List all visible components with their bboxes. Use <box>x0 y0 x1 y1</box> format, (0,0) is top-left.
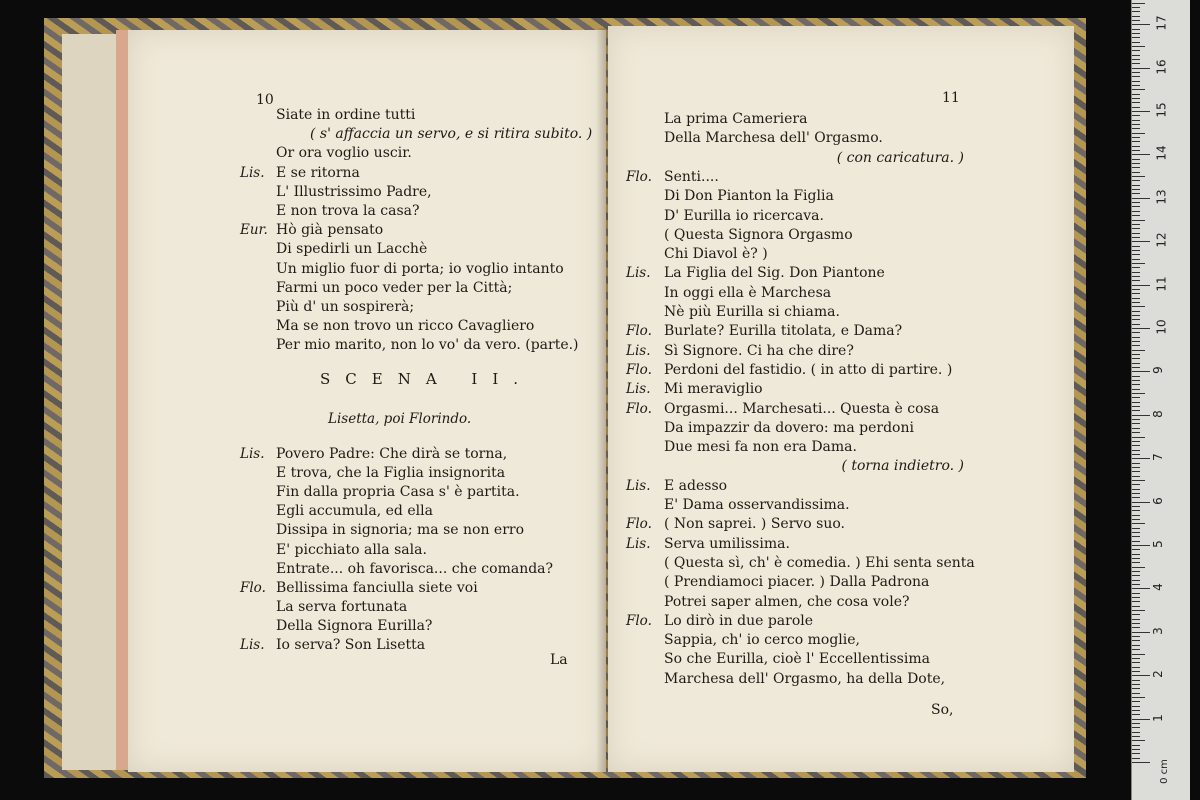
ruler-tick <box>1132 658 1140 659</box>
ruler-tick <box>1132 593 1140 594</box>
ruler-tick <box>1132 558 1140 559</box>
ruler-tick <box>1132 562 1140 563</box>
ruler-tick <box>1132 619 1140 620</box>
ruler-tick <box>1132 246 1140 247</box>
text-line: Lo dirò in due parole <box>664 612 814 629</box>
ruler-tick <box>1132 428 1140 429</box>
ruler-number: 3 <box>1150 626 1165 635</box>
text-line: Di Don Pianton la Figlia <box>664 188 834 205</box>
ruler-number: 17 <box>1154 15 1169 31</box>
ruler-tick <box>1132 549 1140 550</box>
speaker-label: Lis. <box>626 535 651 552</box>
text-line: Or ora voglio uscir. <box>276 145 412 162</box>
text-line: Potrei saper almen, che cosa vole? <box>664 593 910 610</box>
ruler-tick <box>1132 532 1140 533</box>
ruler-tick <box>1132 324 1140 325</box>
speaker-label: Lis. <box>240 637 265 653</box>
ruler-number: 16 <box>1154 58 1169 75</box>
ruler-tick <box>1132 154 1150 155</box>
ruler-tick <box>1132 384 1140 385</box>
ruler-tick <box>1132 571 1140 572</box>
ruler-tick <box>1132 601 1140 602</box>
ruler-tick <box>1132 714 1140 715</box>
speaker-label: Lis. <box>626 381 651 398</box>
ruler-number: 13 <box>1154 189 1169 205</box>
ruler-tick <box>1132 137 1140 138</box>
ruler-tick <box>1132 254 1140 255</box>
ruler-tick <box>1132 298 1140 299</box>
speaker-label: Flo. <box>626 361 652 378</box>
text-line: ( s' affaccia un servo, e si ritira subito. ) <box>310 126 593 143</box>
ruler-tick <box>1132 354 1140 355</box>
ruler-tick <box>1132 497 1140 498</box>
ruler-tick <box>1132 667 1140 668</box>
text-line: Egli accumula, ed ella <box>276 503 433 520</box>
ruler-tick <box>1132 740 1145 741</box>
ruler-tick <box>1132 267 1140 268</box>
ruler-tick <box>1132 584 1140 585</box>
text-line: La serva fortunata <box>276 598 408 615</box>
text-line: In oggi ella è Marchesa <box>664 284 832 301</box>
ruler-tick <box>1132 311 1140 312</box>
ruler-tick <box>1132 141 1140 142</box>
text-line: Farmi un poco veder per la Città; <box>276 279 513 296</box>
ruler-tick <box>1132 215 1140 216</box>
text-line: Siate in ordine tutti <box>276 107 416 123</box>
text-line: La prima Cameriera <box>664 111 808 127</box>
ruler-tick <box>1132 146 1140 147</box>
ruler-tick <box>1132 220 1145 221</box>
ruler-tick <box>1132 445 1140 446</box>
ruler-number: 12 <box>1154 232 1169 248</box>
ruler-tick <box>1132 623 1140 624</box>
text-line: Di spedirli un Lacchè <box>276 241 428 258</box>
ruler-tick <box>1132 606 1140 607</box>
ruler-tick <box>1132 50 1140 51</box>
ruler-tick <box>1132 636 1140 637</box>
text-line: Chi Diavol è? ) <box>664 246 768 263</box>
text-line: Da impazzir da dovero: ma perdoni <box>664 419 914 436</box>
ruler-tick <box>1132 402 1140 403</box>
ruler-tick <box>1132 376 1140 377</box>
ruler-tick <box>1132 293 1140 294</box>
ruler-tick <box>1132 76 1140 77</box>
ruler-tick <box>1132 37 1140 38</box>
ruler-tick <box>1132 176 1145 177</box>
ruler-tick <box>1132 263 1145 264</box>
ruler-tick <box>1132 753 1140 754</box>
ruler-tick <box>1132 185 1140 186</box>
ruler-tick <box>1132 29 1140 30</box>
ruler-tick <box>1132 371 1150 372</box>
page-number-left: 10 <box>256 92 274 108</box>
ruler-number: 5 <box>1150 540 1165 548</box>
ruler-tick <box>1132 120 1140 121</box>
text-line: Per mio marito, non lo vo' da vero. (parte.) <box>276 337 579 354</box>
ruler-tick <box>1132 272 1140 273</box>
ruler-tick <box>1132 124 1140 125</box>
ruler-number: 4 <box>1150 583 1165 592</box>
ruler-number: 8 <box>1150 409 1165 418</box>
ruler-tick <box>1132 450 1140 451</box>
text-line: Io serva? Son Lisetta <box>276 637 426 653</box>
ruler-tick <box>1132 233 1140 234</box>
text-line: ( torna indietro. ) <box>841 458 964 475</box>
text-line: Più d' un sospirerà; <box>276 299 415 315</box>
text-line: L' Illustrissimo Padre, <box>276 183 432 200</box>
ruler-number: 9 <box>1150 366 1165 375</box>
ruler-tick <box>1132 545 1150 546</box>
ruler-tick <box>1132 167 1140 168</box>
text-line: E non trova la casa? <box>276 203 420 219</box>
text-line: So che Eurilla, cioè l' Eccellentissima <box>664 651 930 668</box>
ruler-tick <box>1132 328 1150 329</box>
ruler-tick <box>1132 397 1140 398</box>
ruler-tick <box>1132 306 1145 307</box>
text-line: E' Dama osservandissima. <box>664 497 850 513</box>
ruler-tick <box>1132 410 1140 411</box>
ruler-tick <box>1132 484 1140 485</box>
ruler-tick <box>1132 63 1140 64</box>
text-line: Della Marchesa dell' Orgasmo. <box>664 130 883 147</box>
ruler-tick <box>1132 224 1140 225</box>
ruler-tick <box>1132 502 1150 503</box>
ruler-tick <box>1132 128 1140 129</box>
text-line: Sì Signore. Ci ha che dire? <box>664 342 854 359</box>
ruler-tick <box>1132 159 1140 160</box>
ruler-tick <box>1132 640 1140 641</box>
text-line: Della Signora Eurilla? <box>276 617 433 634</box>
ruler-tick <box>1132 727 1140 728</box>
ruler-tick <box>1132 610 1145 611</box>
speaker-label: Lis. <box>626 342 651 359</box>
ruler-tick <box>1132 180 1140 181</box>
scena-heading: SCENA II. <box>320 370 534 388</box>
text-line: Sappia, ch' io cerco moglie, <box>664 632 860 649</box>
ruler-tick <box>1132 541 1140 542</box>
text-line: Entrate... oh favorisca... che comanda? <box>276 560 554 577</box>
ruler-tick <box>1132 588 1150 589</box>
speaker-label: Lis. <box>240 446 265 462</box>
ruler-tick <box>1132 662 1140 663</box>
ruler-tick <box>1132 671 1140 672</box>
ruler-tick <box>1132 111 1150 112</box>
ruler-tick <box>1132 458 1150 459</box>
catchword-right: So, <box>931 702 954 718</box>
speaker-label: Flo. <box>626 400 652 417</box>
ruler-tick <box>1132 42 1140 43</box>
ruler-tick <box>1132 107 1140 108</box>
ruler-tick <box>1132 285 1150 286</box>
ruler-tick <box>1132 211 1140 212</box>
speaker-label: Flo. <box>626 323 652 340</box>
ruler-tick <box>1132 3 1145 4</box>
ruler-tick <box>1132 33 1140 34</box>
ruler-tick <box>1132 259 1140 260</box>
text-line: Due mesi fa non era Dama. <box>664 439 857 456</box>
ruler-tick <box>1132 319 1140 320</box>
ruler-tick <box>1132 237 1140 238</box>
ruler-tick <box>1132 554 1140 555</box>
text-line: Marchesa dell' Orgasmo, ha della Dote, <box>664 670 946 687</box>
ruler-number: 6 <box>1150 496 1165 505</box>
text-line: Dissipa in signoria; ma se non erro <box>276 522 525 539</box>
ruler-tick <box>1132 363 1140 364</box>
scena-characters: Lisetta, poi Florindo. <box>328 411 472 427</box>
ruler-tick <box>1132 706 1140 707</box>
ruler-tick <box>1132 315 1140 316</box>
ruler-tick <box>1132 697 1145 698</box>
ruler-tick <box>1132 280 1140 281</box>
ruler-tick <box>1132 94 1140 95</box>
ruler-tick <box>1132 16 1140 17</box>
text-line: Bellissima fanciulla siete voi <box>276 579 478 596</box>
ruler-number: 1 <box>1150 713 1165 722</box>
ruler-tick <box>1132 649 1140 650</box>
ruler-tick <box>1132 7 1140 8</box>
ruler-number: 15 <box>1154 102 1169 118</box>
ruler-tick <box>1132 11 1140 12</box>
text-line: ( Prendiamoci piacer. ) Dalla Padrona <box>664 574 930 591</box>
ruler-tick <box>1132 480 1145 481</box>
text-line: ( Non saprei. ) Servo suo. <box>664 516 846 533</box>
speaker-label: Lis. <box>240 164 265 181</box>
text-line: Hò già pensato <box>276 222 384 239</box>
ruler-tick <box>1132 701 1140 702</box>
ruler-tick <box>1132 723 1140 724</box>
ruler-tick <box>1132 189 1140 190</box>
ruler-tick <box>1132 276 1140 277</box>
text-line: ( Questa Signora Orgasmo <box>664 226 853 243</box>
ruler-tick <box>1132 89 1145 90</box>
ruler-tick <box>1132 597 1140 598</box>
ruler-tick <box>1132 289 1140 290</box>
ruler-tick <box>1132 102 1140 103</box>
ruler-number: 14 <box>1154 145 1169 162</box>
ruler-tick <box>1132 202 1140 203</box>
text-line: Nè più Eurilla si chiama. <box>664 304 840 320</box>
speaker-label: Flo. <box>626 516 652 533</box>
ruler-tick <box>1132 580 1140 581</box>
ruler-tick <box>1132 81 1140 82</box>
ruler-tick <box>1132 68 1150 69</box>
ruler-tick <box>1132 632 1150 633</box>
text-line: ( Questa sì, ch' è comedia. ) Ehi senta senta <box>664 554 975 571</box>
ruler-tick <box>1132 419 1140 420</box>
ruler-tick <box>1132 133 1145 134</box>
text-line: ( con caricatura. ) <box>836 149 964 166</box>
text-line: Perdoni del fastidio. ( in atto di partire. ) <box>664 361 953 378</box>
ruler-tick <box>1132 441 1140 442</box>
ruler-tick <box>1132 575 1140 576</box>
ruler-tick <box>1132 115 1140 116</box>
ruler-tick <box>1132 437 1145 438</box>
text-line: E' picchiato alla sala. <box>276 541 427 558</box>
ruler-tick <box>1132 345 1140 346</box>
ruler-tick <box>1132 150 1140 151</box>
text-line: E adesso <box>664 477 728 494</box>
speaker-label: Eur. <box>240 222 268 239</box>
text-line: Orgasmi... Marchesati... Questa è cosa <box>664 400 940 417</box>
speaker-label: Flo. <box>626 612 652 629</box>
ruler-tick <box>1132 654 1145 655</box>
ruler-tick <box>1132 98 1140 99</box>
page-number-right: 11 <box>942 90 960 106</box>
ruler-tick <box>1132 645 1140 646</box>
ruler-tick <box>1132 358 1140 359</box>
ruler-tick <box>1132 506 1140 507</box>
ruler-tick <box>1132 332 1140 333</box>
ruler-tick <box>1132 367 1140 368</box>
catchword-left: La <box>550 652 568 668</box>
ruler-tick <box>1132 536 1140 537</box>
ruler-tick <box>1132 228 1140 229</box>
speaker-label: Lis. <box>626 265 651 282</box>
ruler-tick <box>1132 732 1140 733</box>
ruler-tick <box>1132 745 1140 746</box>
measurement-ruler <box>1131 0 1190 800</box>
text-line: E trova, che la Figlia insignorita <box>276 465 506 482</box>
ruler-number: 10 <box>1154 319 1169 335</box>
ruler-tick <box>1132 719 1150 720</box>
text-line: Senti.... <box>664 168 719 185</box>
ruler-tick <box>1132 172 1140 173</box>
ruler-tick <box>1132 250 1140 251</box>
ruler-tick <box>1132 758 1140 759</box>
ruler-tick <box>1132 523 1145 524</box>
ruler-tick <box>1132 24 1150 25</box>
ruler-tick <box>1132 432 1140 433</box>
ruler-tick <box>1132 710 1140 711</box>
ruler-tick <box>1132 688 1140 689</box>
text-line: Fin dalla propria Casa s' è partita. <box>276 484 520 501</box>
ruler-tick <box>1132 380 1140 381</box>
ruler-tick <box>1132 163 1140 164</box>
ruler-tick <box>1132 55 1140 56</box>
ruler-tick <box>1132 567 1145 568</box>
ruler-tick <box>1132 59 1140 60</box>
ruler-tick <box>1132 489 1140 490</box>
ruler-tick <box>1132 350 1145 351</box>
ruler-tick <box>1132 510 1140 511</box>
ruler-tick <box>1132 684 1140 685</box>
speaker-label: Flo. <box>626 168 652 185</box>
ruler-tick <box>1132 85 1140 86</box>
ruler-tick <box>1132 627 1140 628</box>
ruler-tick <box>1132 20 1140 21</box>
ruler-tick <box>1132 341 1140 342</box>
ruler-tick <box>1132 693 1140 694</box>
ruler-tick <box>1132 206 1140 207</box>
ruler-tick <box>1132 749 1140 750</box>
text-line: D' Eurilla io ricercava. <box>664 207 824 224</box>
text-line: Un miglio fuor di porta; io voglio intanto <box>276 260 564 277</box>
ruler-tick <box>1132 675 1150 676</box>
ruler-tick <box>1132 193 1140 194</box>
ruler-tick <box>1132 762 1150 763</box>
ruler-tick <box>1132 302 1140 303</box>
ruler-tick <box>1132 680 1140 681</box>
ruler-tick <box>1132 389 1140 390</box>
ruler-tick <box>1132 337 1140 338</box>
ruler-tick <box>1132 393 1145 394</box>
ruler-tick <box>1132 198 1150 199</box>
ruler-number: 11 <box>1154 275 1169 292</box>
ruler-tick <box>1132 528 1140 529</box>
ruler-unit: 0 cm <box>1158 759 1170 784</box>
text-line: Povero Padre: Che dirà se torna, <box>276 446 508 462</box>
ruler-tick <box>1132 467 1140 468</box>
speaker-label: Lis. <box>626 477 651 494</box>
ruler-tick <box>1132 515 1140 516</box>
ruler-tick <box>1132 614 1140 615</box>
left-page <box>128 30 606 772</box>
ruler-tick <box>1132 241 1150 242</box>
ruler-tick <box>1132 736 1140 737</box>
ruler-tick <box>1132 423 1140 424</box>
ruler-tick <box>1132 415 1150 416</box>
text-line: Serva umilissima. <box>664 535 790 552</box>
ruler-tick <box>1132 463 1140 464</box>
ruler-number: 7 <box>1150 453 1165 462</box>
right-page <box>608 26 1074 772</box>
ruler-tick <box>1132 454 1140 455</box>
speaker-label: Flo. <box>240 579 266 596</box>
ruler-tick <box>1132 72 1140 73</box>
ruler-tick <box>1132 406 1140 407</box>
ruler-tick <box>1132 471 1140 472</box>
text-line: E se ritorna <box>276 164 360 181</box>
text-line: Burlate? Eurilla titolata, e Dama? <box>664 323 903 340</box>
ruler-tick <box>1132 493 1140 494</box>
ruler-tick <box>1132 46 1145 47</box>
ruler-number: 2 <box>1150 670 1165 679</box>
ruler-tick <box>1132 519 1140 520</box>
text-line: Ma se non trovo un ricco Cavagliero <box>276 318 535 335</box>
text-line: La Figlia del Sig. Don Piantone <box>664 265 885 282</box>
text-line: Mi meraviglio <box>664 381 763 398</box>
ruler-tick <box>1132 476 1140 477</box>
